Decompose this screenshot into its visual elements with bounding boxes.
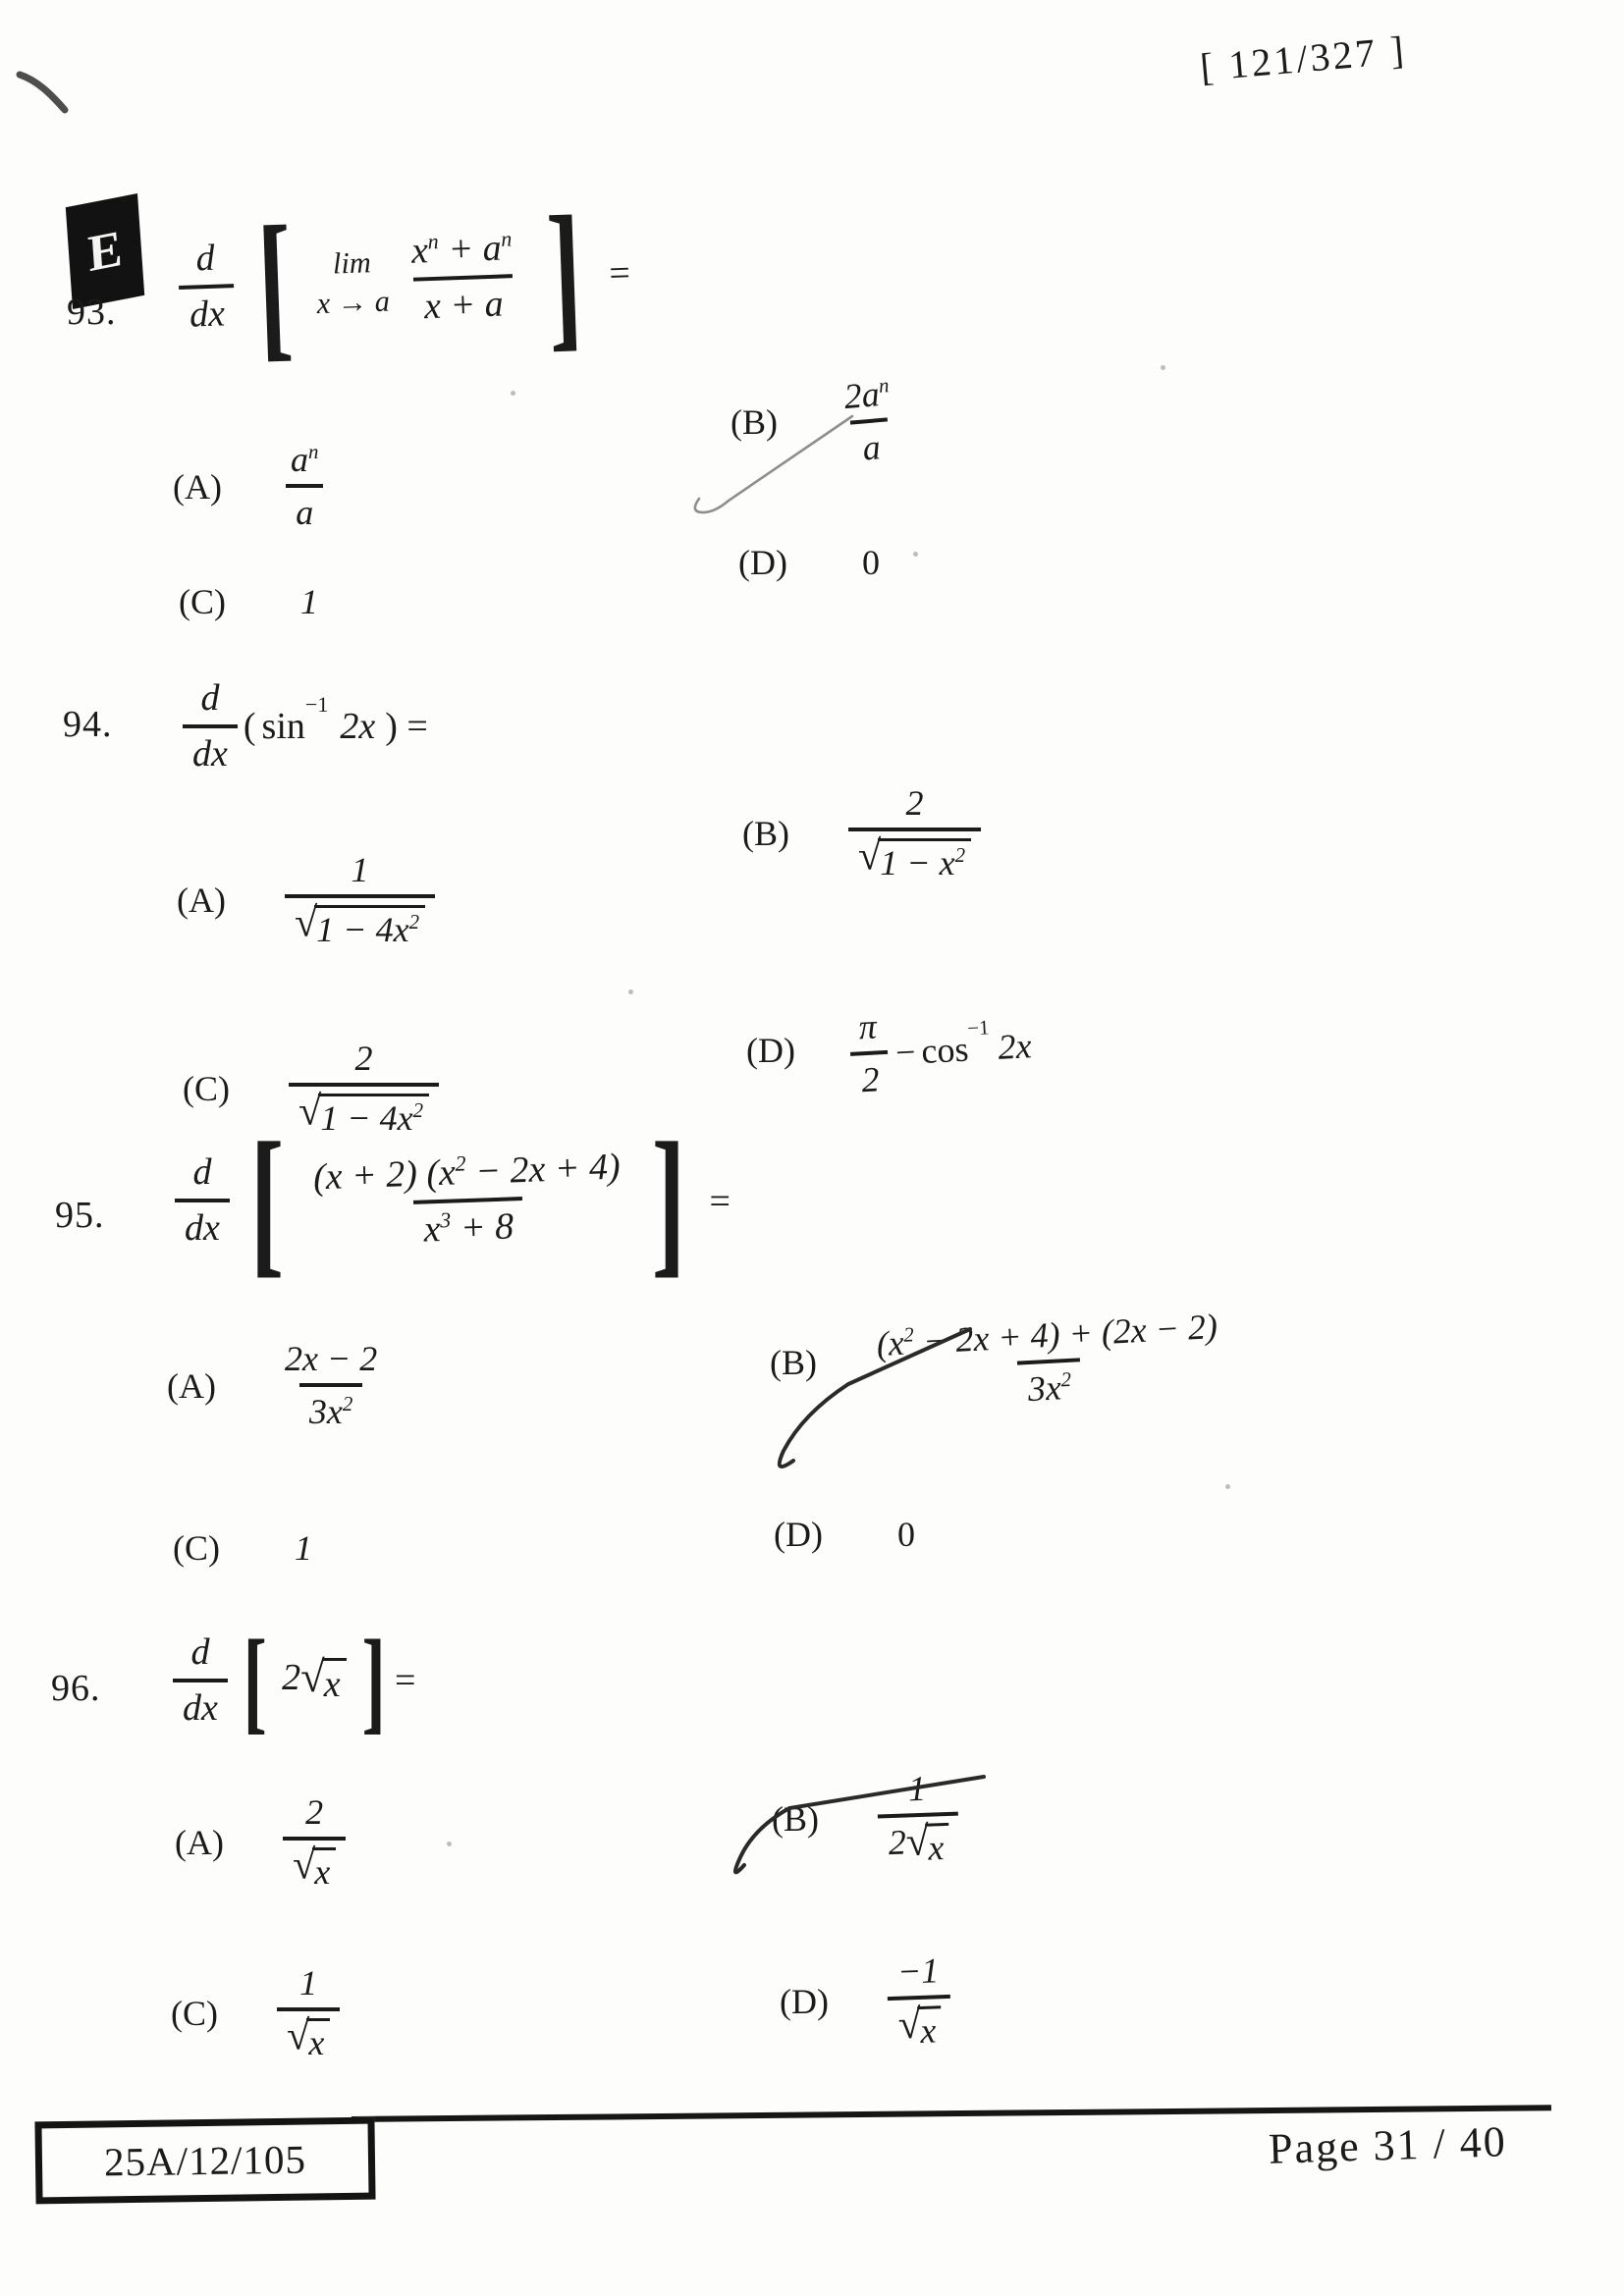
fn-argument: 2x (997, 1026, 1033, 1067)
numerator: (x + 2) $(x^2 - 2x + 4)$ (312, 1146, 622, 1199)
option-label: (B) (772, 1799, 819, 1840)
pen-mark-corner (20, 75, 65, 110)
numerator: 2x − 2 (284, 1339, 378, 1378)
q95-option-b (770, 1306, 1229, 1410)
open-bracket: [ (254, 192, 296, 377)
denominator: $3x^2$ (1016, 1359, 1082, 1412)
version-badge: E (66, 193, 144, 309)
scan-speck (511, 391, 515, 396)
q93-option-d (738, 542, 880, 583)
denominator: √ x (277, 2007, 340, 2063)
q93-option-b (731, 375, 901, 469)
close-bracket: ] (651, 1109, 685, 1292)
limit-stack (315, 242, 391, 322)
denominator: √ $1 - x^2$ (848, 828, 981, 883)
option-label: (B) (742, 814, 789, 854)
page-number: Page 31 / 40 (1268, 2117, 1508, 2173)
version-badge-wrap (69, 200, 141, 302)
fn-text: cos (920, 1029, 970, 1071)
q96-option-d (780, 1951, 950, 2053)
booklet-code-box (34, 2117, 375, 2205)
option-value-expression (848, 998, 1034, 1101)
stem-expression: 2 √ x (282, 1656, 346, 1706)
option-label: (B) (770, 1342, 817, 1382)
fn-exponent: −1 (966, 1015, 991, 1041)
denominator: dx (175, 1199, 230, 1251)
option-label: (C) (173, 1528, 220, 1568)
denominator: dx (173, 1679, 228, 1731)
q95-option-a (167, 1339, 387, 1433)
option-label: (D) (780, 1982, 829, 2022)
question-96-stem (173, 1616, 416, 1745)
open-paren: ( (243, 706, 256, 748)
denominator: $x^3 + 8$ (412, 1197, 523, 1253)
function-name (261, 692, 329, 748)
option-value-fraction (275, 1339, 387, 1433)
numerator: 1 (299, 1963, 318, 2002)
scan-speck (913, 552, 918, 557)
q93-option-c (179, 581, 318, 622)
close-paren-equals: ) = (385, 706, 428, 748)
open-bracket: [ (243, 1616, 267, 1745)
option-label: (D) (738, 543, 787, 582)
option-label: (D) (774, 1515, 823, 1554)
q96-option-c (171, 1963, 340, 2064)
lim-approach: x → a (315, 284, 391, 320)
corner-reference: [ 121/327 ] (1198, 27, 1409, 90)
question-96-number: 96. (51, 1668, 101, 1709)
option-value-fraction (833, 372, 906, 471)
option-value: 1 (295, 1528, 312, 1568)
q94-option-d (746, 1003, 1033, 1100)
question-94-stem (183, 677, 428, 775)
numerator: d (194, 238, 216, 280)
q96-option-a (175, 1792, 346, 1894)
denominator: dx (179, 284, 236, 338)
numerator: $a^n$ (290, 440, 319, 479)
numerator: $x^n + a^n$ (410, 226, 513, 273)
minus-sign: − (894, 1032, 917, 1073)
q94-option-b (742, 783, 981, 884)
option-label: (C) (183, 1069, 230, 1109)
stem-fraction (302, 1147, 632, 1256)
option-label: (C) (179, 582, 226, 621)
denominator: 2 √ x (878, 1812, 960, 1871)
question-94-number: 94. (63, 704, 113, 745)
numerator: 1 (351, 850, 369, 889)
booklet-code: 25A/12/105 (103, 2136, 307, 2185)
numerator: $(x^2 - 2x + 4) + (2x - 2)$ (875, 1306, 1218, 1364)
option-value-fraction (285, 850, 435, 951)
fn-argument: 2x (340, 706, 376, 748)
numerator: 2 (354, 1039, 373, 1078)
q95-option-d (774, 1514, 915, 1555)
footer-rule (352, 2105, 1551, 2122)
option-value-fraction (289, 1039, 439, 1140)
option-label: (B) (731, 401, 778, 442)
lim-label: lim (332, 244, 372, 281)
stem-fraction (401, 227, 524, 330)
function-name (920, 1015, 991, 1072)
option-value: 0 (861, 543, 880, 582)
numerator: d (190, 1631, 210, 1673)
denominator: √ $1 - 4x^2$ (289, 1083, 439, 1139)
numerator: 2 (905, 783, 924, 823)
denominator: √ $1 - 4x^2$ (285, 894, 435, 950)
option-value: 0 (896, 1515, 915, 1554)
numerator: 1 (907, 1768, 927, 1809)
open-bracket: [ (249, 1109, 285, 1292)
question-95-number: 95. (55, 1195, 105, 1236)
numerator: d (200, 677, 220, 719)
q94-option-a (177, 850, 435, 951)
option-value: 1 (300, 582, 318, 621)
option-label: (A) (175, 1823, 224, 1863)
denominator: 2 (850, 1050, 891, 1101)
fn-text: sin (261, 706, 305, 748)
equals-sign: = (709, 1180, 731, 1222)
option-label: (C) (171, 1994, 218, 2034)
scan-speck (1161, 365, 1165, 370)
option-label: (A) (177, 881, 226, 921)
question-93-stem (177, 182, 632, 377)
option-label: (D) (746, 1030, 795, 1070)
scan-speck (1225, 1484, 1230, 1489)
pi-over-2 (848, 1006, 891, 1102)
denominator: x + a (413, 274, 514, 329)
scan-speck (447, 1842, 452, 1846)
d-dx-fraction (175, 1151, 230, 1250)
denominator: √ x (283, 1837, 346, 1893)
option-value-fraction (281, 440, 328, 534)
d-dx-fraction (183, 677, 238, 775)
numerator: 2 (305, 1792, 324, 1832)
q94-option-c (183, 1039, 439, 1140)
question-93-number: 93. (67, 292, 117, 333)
q95-option-c (173, 1527, 312, 1569)
q96-option-b (772, 1769, 958, 1870)
numerator: $2a^n$ (841, 373, 891, 417)
denominator: a (286, 484, 323, 533)
option-label: (A) (167, 1365, 216, 1406)
close-bracket: ] (543, 182, 585, 366)
fn-exponent: −1 (304, 692, 329, 718)
d-dx-fraction (177, 237, 235, 337)
option-value-fraction (866, 1306, 1231, 1418)
option-value-fraction (277, 1963, 340, 2064)
denominator: dx (183, 724, 238, 776)
denominator: a (850, 418, 892, 471)
q93-option-a (173, 440, 328, 534)
option-label: (A) (173, 466, 222, 507)
scan-speck (628, 989, 633, 994)
numerator: d (192, 1151, 212, 1194)
numerator: π (857, 1006, 878, 1047)
close-bracket: ] (361, 1616, 386, 1745)
denominator: $3x^2$ (299, 1383, 362, 1432)
option-value-fraction (283, 1792, 346, 1894)
denominator: √ x (888, 1995, 952, 2054)
option-value-fraction (886, 1950, 952, 2054)
numerator: −1 (896, 1950, 940, 1992)
option-value-fraction (876, 1768, 960, 1872)
equals-sign: = (394, 1660, 416, 1702)
d-dx-fraction (173, 1631, 228, 1730)
option-value-fraction (848, 783, 981, 884)
equals-sign: = (608, 251, 631, 294)
